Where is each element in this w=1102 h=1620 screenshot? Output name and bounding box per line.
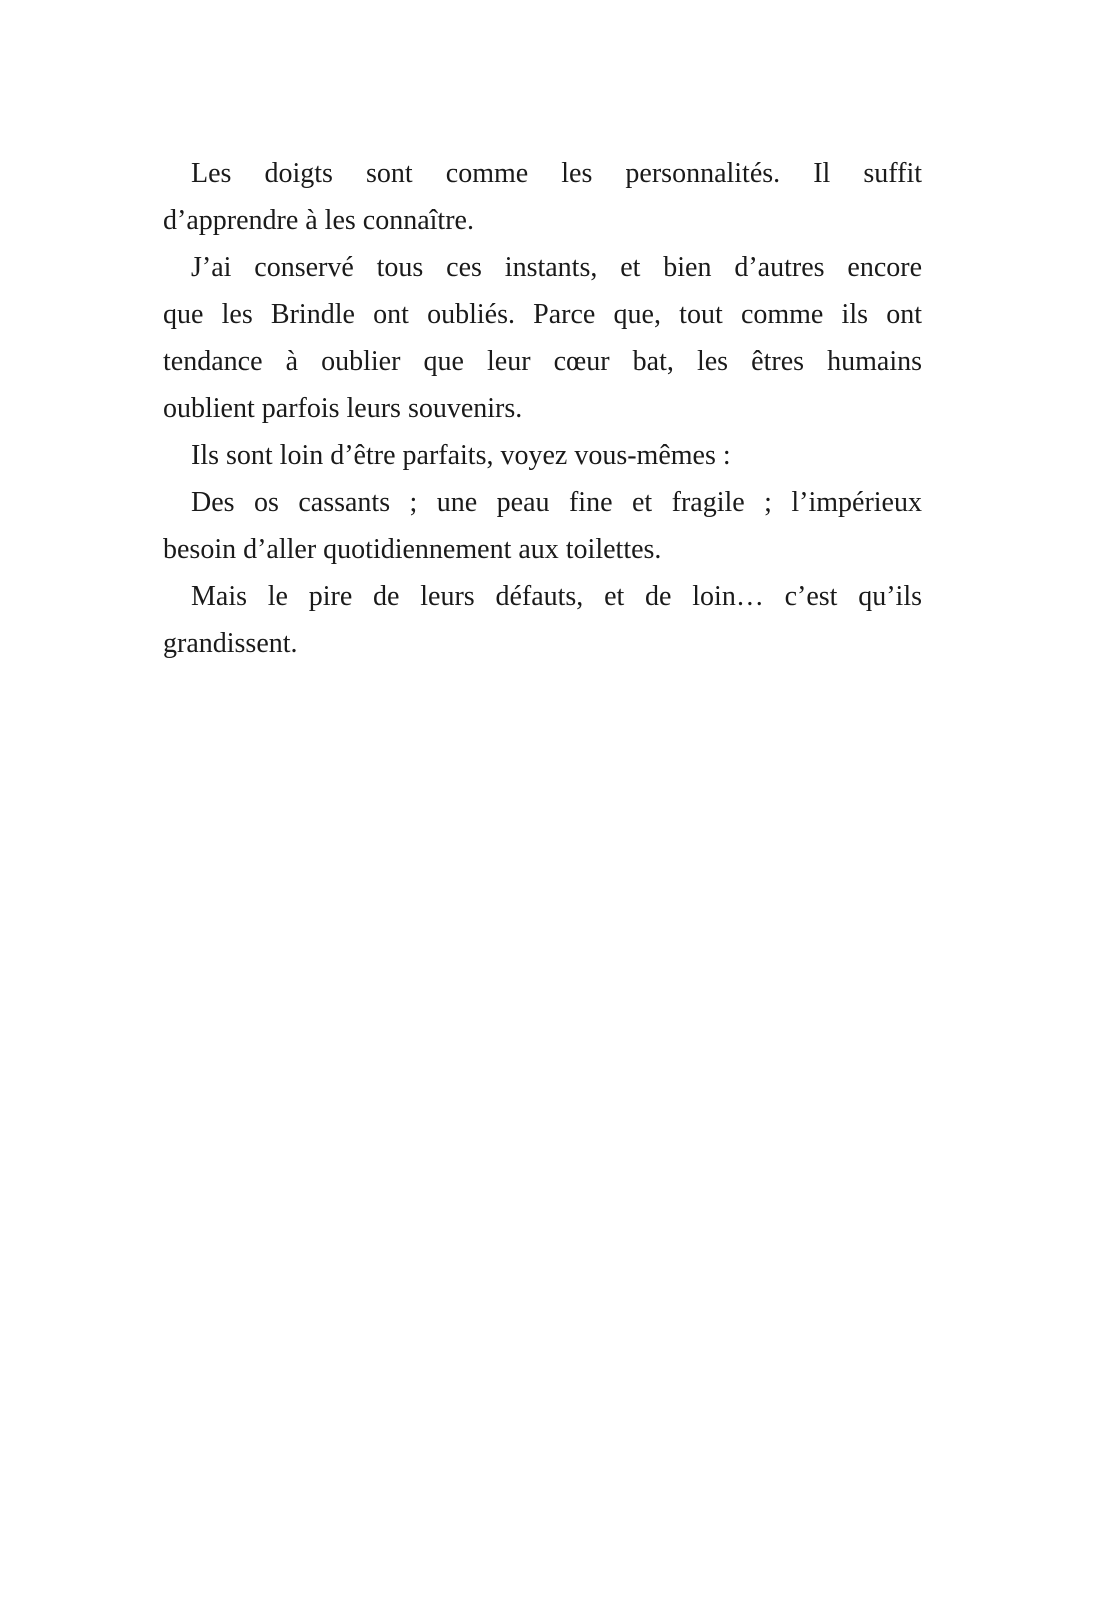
text-line: oublient parfois leurs souvenirs.: [163, 393, 523, 424]
text-line: J’ai conservé tous ces instants, et bien d’autres encore: [191, 252, 922, 283]
text-line: tendance à oublier que leur cœur bat, les êtres humains: [163, 346, 922, 377]
body-text: [163, 150, 922, 667]
text-line: Ils sont loin d’être parfaits, voyez vous-mêmes :: [191, 440, 731, 471]
text-line: que les Brindle ont oubliés. Parce que, tout comme ils ont: [163, 299, 922, 330]
text-line: besoin d’aller quotidiennement aux toilettes.: [163, 534, 662, 565]
text-line: Mais le pire de leurs défauts, et de loin… c’est qu’ils: [191, 581, 922, 612]
text-line: Les doigts sont comme les personnalités. Il suffit: [191, 158, 922, 189]
text-line: d’apprendre à les connaître.: [163, 205, 474, 236]
text-line: Des os cassants ; une peau fine et fragile ; l’impérieux: [191, 487, 922, 518]
text-line: grandissent.: [163, 628, 298, 659]
